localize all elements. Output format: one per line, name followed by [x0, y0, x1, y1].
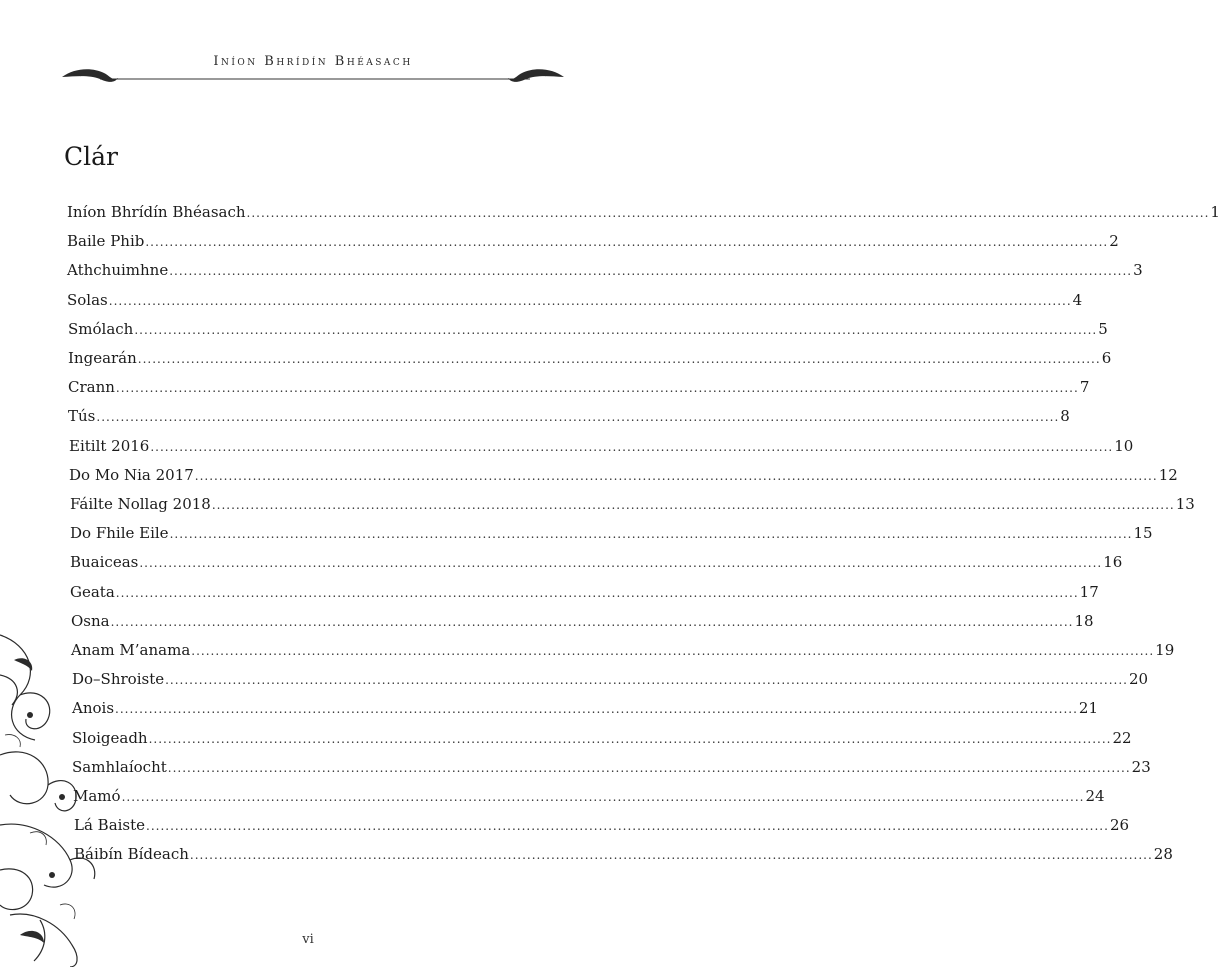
toc-entry-page: 10	[1114, 436, 1134, 455]
toc-entry-title: Do Mo Nia 2017	[69, 465, 194, 484]
dot-leader: ........................................................................................................................................................................................................	[115, 585, 1079, 600]
dot-leader: ........................................................................................................................................................................................................	[115, 702, 1078, 717]
floral-ornament	[0, 615, 110, 967]
dot-leader: ........................................................................................................................................................................................................	[145, 235, 1109, 250]
toc-entry-title: Báibín Bídeach	[74, 845, 189, 864]
toc-entry	[70, 522, 1153, 544]
toc-entry-page: 2	[1109, 232, 1119, 251]
toc-entry	[72, 756, 1151, 778]
toc-entry	[67, 201, 1220, 223]
toc-entry	[68, 318, 1108, 340]
toc-entry-title: Fáilte Nollag 2018	[70, 495, 211, 513]
toc-entry-page: 26	[1109, 816, 1130, 835]
toc-entry-page: 18	[1074, 611, 1094, 630]
dot-leader: ........................................................................................................................................................................................................	[110, 614, 1074, 629]
dot-leader: ........................................................................................................................................................................................................	[139, 556, 1103, 571]
dot-leader: ........................................................................................................................................................................................................	[150, 439, 1114, 454]
toc-entry-title: Athchuimhne	[67, 261, 169, 280]
toc-entry-page: 7	[1079, 378, 1090, 397]
toc-entry-title: Anois	[72, 699, 115, 718]
dot-leader: ........................................................................................................................................................................................................	[96, 410, 1060, 425]
page-number: vi	[302, 932, 314, 947]
toc-entry-title: Do–Shroiste	[72, 670, 165, 689]
toc-entry	[74, 814, 1130, 836]
toc-entry-page: 3	[1133, 261, 1143, 280]
toc-entry	[67, 230, 1119, 252]
toc-entry-page: 12	[1158, 465, 1178, 484]
toc-entry-title: Eitilt 2016	[69, 436, 150, 455]
toc-entry-title: Lá Baiste	[74, 816, 146, 835]
dot-leader: ........................................................................................................................................................................................................	[169, 527, 1133, 542]
toc-entry-title: Geata	[70, 582, 115, 601]
toc-entry-page: 20	[1129, 670, 1149, 689]
toc-entry	[71, 639, 1175, 661]
dot-leader: ........................................................................................................................................................................................................	[146, 819, 1109, 834]
toc-entry-title: Solas	[67, 290, 108, 309]
toc-entry	[72, 697, 1099, 719]
toc-entry-page: 17	[1079, 582, 1099, 601]
toc-entry-page: 1	[1210, 203, 1220, 221]
toc-entry-page: 21	[1078, 699, 1099, 718]
toc-entry-title: Anam M’anama	[71, 641, 191, 659]
toc-entry	[68, 347, 1112, 369]
dot-leader: ........................................................................................................................................................................................................	[108, 293, 1072, 308]
toc-entry-title: Iníon Bhrídín Bhéasach	[67, 203, 246, 221]
dot-leader: ........................................................................................................................................................................................................	[194, 468, 1158, 483]
toc-entry	[67, 289, 1083, 311]
toc-entry	[74, 843, 1173, 865]
toc-entry-page: 24	[1085, 787, 1105, 805]
toc-entry-page: 6	[1101, 349, 1112, 367]
toc-heading: Clár	[64, 142, 118, 171]
toc-entry-title: Crann	[68, 378, 115, 397]
dot-leader: ........................................................................................................................................................................................................	[191, 644, 1155, 658]
toc-entry-title: Osna	[71, 611, 110, 630]
toc-entry-title: Do Fhile Eile	[70, 524, 169, 543]
dot-leader: ........................................................................................................................................................................................................	[121, 790, 1085, 804]
toc-entry-title: Buaiceas	[70, 553, 139, 572]
toc-entry	[68, 376, 1090, 398]
dot-leader: ........................................................................................................................................................................................................	[134, 322, 1098, 337]
toc-entry-page: 15	[1133, 524, 1153, 543]
toc-entry-title: Mamó	[73, 787, 121, 805]
toc-entry-page: 13	[1175, 495, 1195, 513]
dot-leader: ........................................................................................................................................................................................................	[169, 264, 1133, 279]
toc-entry-page: 4	[1072, 290, 1083, 309]
dot-leader: ........................................................................................................................................................................................................	[137, 352, 1101, 366]
toc-entry-page: 23	[1131, 757, 1151, 776]
toc-entry-title: Baile Phib	[67, 232, 145, 251]
toc-entry	[72, 727, 1132, 749]
toc-entry	[72, 668, 1149, 690]
toc-entry	[73, 785, 1105, 807]
toc-entry	[70, 493, 1195, 515]
dot-leader: ........................................................................................................................................................................................................	[165, 673, 1128, 688]
toc-entry	[68, 405, 1070, 427]
dot-leader: ........................................................................................................................................................................................................	[189, 848, 1153, 863]
toc-entry-title: Tús	[68, 407, 96, 426]
toc-entry	[69, 464, 1178, 486]
dot-leader: ........................................................................................................................................................................................................	[148, 731, 1112, 746]
dot-leader: ........................................................................................................................................................................................................	[211, 498, 1175, 512]
toc-entry-page: 19	[1155, 641, 1175, 659]
toc-entry-title: Sloigeadh	[72, 728, 148, 747]
toc-entry	[69, 435, 1134, 457]
toc-entry	[70, 551, 1123, 573]
toc-entry-page: 28	[1153, 845, 1173, 864]
toc-entry	[71, 610, 1094, 632]
toc-entry	[70, 581, 1099, 603]
toc-entry	[67, 259, 1143, 281]
toc-entry-page: 5	[1098, 319, 1108, 338]
toc-entry-page: 22	[1112, 728, 1132, 747]
running-header-title: Iníon Bhrídín Bhéasach	[213, 54, 413, 69]
toc-entry-page: 16	[1103, 553, 1123, 572]
dot-leader: ........................................................................................................................................................................................................	[246, 206, 1210, 220]
toc-entry-title: Smólach	[68, 319, 134, 338]
toc-entry-title: Samhlaíocht	[72, 757, 167, 776]
toc-entry-page: 8	[1060, 407, 1070, 426]
dot-leader: ........................................................................................................................................................................................................	[115, 381, 1079, 396]
dot-leader: ........................................................................................................................................................................................................	[167, 760, 1131, 775]
toc-entry-title: Ingearán	[68, 349, 137, 367]
